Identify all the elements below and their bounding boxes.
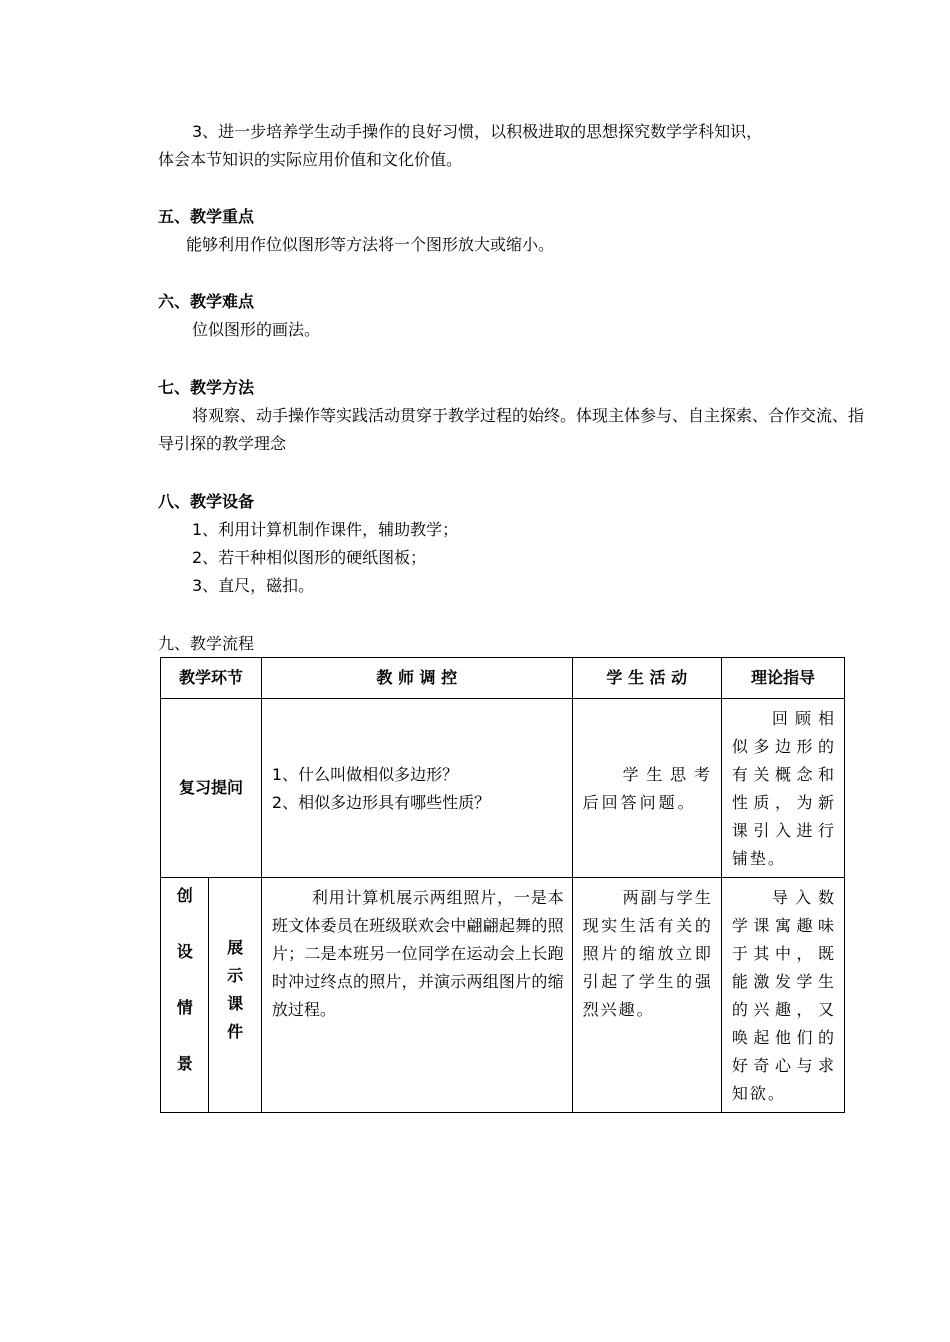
teaching-flow-table <box>160 657 845 1113</box>
section-method-title: 七、教学方法 <box>158 378 255 397</box>
header-teacher: 教 师 调 控 <box>261 658 572 699</box>
row2-stage-char: 创 <box>176 886 193 905</box>
equipment-item: 3、直尺，磁扣。 <box>192 576 315 595</box>
row1-theory: 回顾相似多边形的有关概念和性质，为新课引入进行铺垫。 <box>721 699 844 878</box>
row2-substage-char: 展 <box>227 938 244 957</box>
equipment-item: 2、若干种相似图形的硬纸图板； <box>192 548 427 567</box>
section-difficulty-text: 位似图形的画法。 <box>192 320 321 339</box>
header-stage: 教学环节 <box>161 658 262 699</box>
table-row <box>161 699 845 878</box>
row2-student: 两副与学生现实生活有关的照片的缩放立即引起了学生的强烈兴趣。 <box>572 878 721 1113</box>
row2-stage-char: 景 <box>176 1054 193 1073</box>
goal-3-line-2: 体会本节知识的实际应用价值和文化价值。 <box>158 150 463 169</box>
row2-theory: 导入数学课寓趣味于其中，既能激发学生的兴趣，又唤起他们的好奇心与求知欲。 <box>721 878 844 1113</box>
section-equipment-title: 八、教学设备 <box>158 492 255 511</box>
row2-stage <box>161 878 209 1113</box>
section-flow-title: 九、教学流程 <box>158 634 255 653</box>
row2-substage-char: 示 <box>227 966 244 985</box>
row1-teacher-question: 1、什么叫做相似多边形？ <box>271 765 459 784</box>
section-difficulty-title: 六、教学难点 <box>158 292 255 311</box>
section-focus-text: 能够利用作位似图形等方法将一个图形放大或缩小。 <box>186 235 555 254</box>
row1-teacher-question: 2、相似多边形具有哪些性质？ <box>271 793 491 812</box>
section-focus-title: 五、教学重点 <box>158 207 255 226</box>
header-student: 学 生 活 动 <box>572 658 721 699</box>
table-header-row <box>161 658 845 699</box>
row1-teacher <box>261 699 572 878</box>
row1-stage: 复习提问 <box>161 699 262 878</box>
equipment-item: 1、利用计算机制作课件，辅助教学； <box>192 520 459 539</box>
row1-student: 学生思考后回答问题。 <box>572 699 721 878</box>
table-row <box>161 878 845 1113</box>
row2-teacher: 利用计算机展示两组照片，一是本班文体委员在班级联欢会中翩翩起舞的照片；二是本班另一位同学在运动会上长跑时冲过终点的照片，并演示两组图片的缩放过程。 <box>261 878 572 1113</box>
row2-substage-char: 件 <box>227 1022 244 1041</box>
row2-stage-char: 设 <box>176 942 193 961</box>
section-method-text: 将观察、动手操作等实践活动贯穿于教学过程的始终。体现主体参与、自主探索、合作交流、指导引探的教学理念 <box>158 406 865 453</box>
row2-substage-char: 课 <box>227 994 244 1013</box>
row2-substage <box>209 878 261 1113</box>
goal-3-line-1: 3、进一步培养学生动手操作的良好习惯，以积极进取的思想探究数学学科知识， <box>192 122 763 141</box>
row2-stage-char: 情 <box>176 998 193 1017</box>
header-theory: 理论指导 <box>721 658 844 699</box>
